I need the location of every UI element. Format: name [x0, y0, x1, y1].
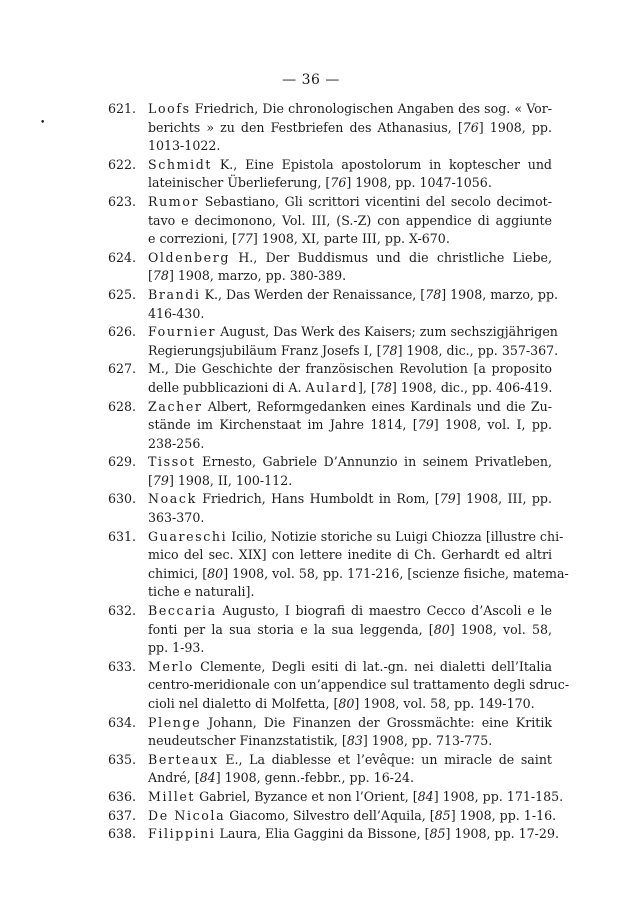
volume-ref: 78: [381, 342, 398, 358]
volume-ref: 85: [434, 807, 451, 823]
entry-number: 635.: [108, 751, 137, 767]
entry-text: M., Die Geschichte der französischen Revolution [a proposito: [148, 361, 552, 377]
entry-line: [148, 360, 552, 379]
entry-line: [148, 583, 552, 602]
page-number: — 36 —: [282, 72, 340, 88]
entry-line: [148, 658, 552, 677]
entry-number: 638.: [108, 826, 137, 842]
entry-text: ] 1908, marzo, pp. 380-389.: [168, 268, 347, 284]
entry-line: [148, 639, 552, 658]
entry-line: [148, 621, 552, 640]
entry-text: Johann, Die Finanzen der Grossmächte: eine Kritik: [201, 714, 552, 730]
entry-text: tiche e naturali].: [148, 584, 255, 600]
entry-number: 632.: [108, 603, 137, 619]
entry-text: Gabriel, Byzance et non l’Orient, [: [195, 788, 418, 804]
author-name: Millet: [148, 788, 196, 804]
entry-text: [: [148, 268, 153, 284]
entry-line: [148, 416, 552, 435]
entry-text: Friedrich, Die chronologischen Angaben des sog. « Vor-: [190, 101, 552, 116]
author-name: Fournier: [148, 324, 217, 340]
entry-line: [148, 751, 552, 770]
entry-text: ] 1908, pp. 713-775.: [362, 733, 493, 749]
entry-text: pp. 1-93.: [148, 640, 205, 656]
entry-text: Friedrich, Hans Humboldt in Rom, [: [196, 491, 440, 507]
entry-text: ] 1908, pp. 1-16.: [450, 807, 557, 823]
bibliography-entry: [108, 490, 552, 527]
volume-ref: 85: [429, 826, 446, 842]
entry-text: Regierungsjubiläum Franz Josefs I, [: [148, 342, 382, 358]
entry-line: [148, 807, 557, 826]
entry-line: [148, 788, 564, 807]
entry-line: [148, 714, 552, 733]
volume-ref: 79: [439, 491, 456, 507]
entry-number: 628.: [108, 398, 137, 414]
volume-ref: 77: [236, 231, 253, 247]
entry-line: [148, 509, 552, 528]
bibliography-entry: [108, 602, 552, 658]
bibliography-entry: [108, 193, 552, 249]
entry-text: e correzioni, [: [148, 231, 237, 247]
volume-ref: 76: [330, 175, 347, 191]
author-name: Oldenberg: [148, 249, 230, 265]
author-name: Noack: [148, 491, 197, 507]
entry-line: [148, 825, 559, 844]
entry-number: 625.: [108, 286, 137, 302]
entry-line: [148, 769, 552, 788]
entry-text: Sebastiano, Gli scrittori vicentini del secolo decimot-: [199, 193, 552, 209]
entry-text: ] 1908, vol. I, pp.: [433, 417, 553, 433]
entry-text: cioli nel dialetto di Molfetta, [: [148, 696, 339, 711]
author-name: Rumor: [148, 193, 200, 209]
volume-ref: 83: [346, 733, 363, 749]
bibliography-entry: [108, 249, 552, 286]
entry-line: [148, 695, 552, 714]
author-name: Tissot: [148, 454, 196, 470]
entry-text: ] 1908, III, pp.: [455, 491, 552, 507]
bibliography-entry: [108, 453, 552, 490]
entry-text: neudeutscher Finanzstatistik, [: [148, 733, 347, 749]
entry-line: [148, 267, 552, 286]
entry-number: 630.: [108, 491, 137, 507]
entry-text: Icilio, Notizie storiche su Luigi Chiozza [illustre chi-: [227, 528, 564, 544]
author-name: Beccaria: [148, 603, 217, 619]
entry-text: 1013-1022.: [148, 138, 221, 154]
entry-text: ] 1908, XI, parte III, pp. X-670.: [252, 231, 450, 247]
volume-ref: 84: [199, 770, 216, 786]
entry-text: mico del sec. XIX] con lettere inedite di Ch. Gerhardt ed altri: [148, 547, 552, 563]
bibliography-entry: [108, 825, 559, 844]
volume-ref: 78: [425, 286, 442, 302]
entry-text: ] 1908, genn.-febbr., pp. 16-24.: [215, 770, 414, 786]
entry-text: ] 1908, marzo, pp.: [441, 286, 559, 302]
author-name: Filippini: [148, 826, 216, 842]
bibliography-entry: [108, 658, 570, 714]
entry-text: tavo e decimonono, Vol. III, (S.-Z) con appendice di aggiunte: [148, 212, 552, 228]
entry-line: [148, 453, 552, 472]
bibliography-entry: [108, 788, 564, 807]
entry-number: 623.: [108, 193, 137, 209]
entry-number: 629.: [108, 454, 137, 470]
author-name: Plenge: [148, 714, 202, 730]
bibliography-entry: [108, 100, 552, 156]
entry-line: [148, 676, 570, 695]
entry-line: [148, 546, 552, 565]
entry-text: ] 1908, dic., pp. 357-367.: [397, 342, 559, 358]
entry-line: [148, 490, 552, 509]
entry-line: [148, 174, 552, 193]
volume-ref: 80: [207, 565, 224, 581]
entry-text: ] 1908, vol. 58,: [449, 621, 553, 637]
author-name: Loofs: [148, 101, 191, 116]
entry-text: fonti per la sua storia e la sua leggenda, [: [148, 621, 434, 637]
entry-line: [148, 249, 552, 268]
entry-line: [148, 602, 552, 621]
entry-text: ] 1908, vol. 58, pp. 171-216, [scienze fisiche, matema-: [223, 565, 569, 581]
entry-line: [148, 230, 552, 249]
entry-text: lateinischer Überlieferung, [: [148, 175, 331, 191]
bibliography-entry: [108, 323, 559, 360]
bibliography-entry: [108, 156, 552, 193]
entry-line: [148, 305, 552, 324]
entry-line: [148, 528, 564, 547]
entry-text: ] 1908, pp. 17-29.: [445, 826, 559, 842]
volume-ref: 79: [152, 472, 169, 488]
entry-text: Augusto, I biografi di maestro Cecco d’Ascoli e le: [216, 603, 552, 619]
entry-text: stände im Kirchenstaat im Jahre 1814, [: [148, 417, 418, 433]
entry-text: K., Das Werden der Renaissance, [: [200, 286, 426, 302]
author-name: Zacher: [148, 398, 203, 414]
entry-text: Ernesto, Gabriele D’Annunzio in seinem Privatleben,: [195, 454, 552, 470]
entry-text: ] 1908, pp. 1047-1056.: [346, 175, 492, 191]
bibliography-entry: [108, 286, 559, 323]
author-name: Berteaux: [148, 751, 219, 767]
entry-line: [148, 732, 552, 751]
entry-line: [148, 137, 552, 156]
entry-text: [: [148, 472, 153, 488]
bibliography-entry: [108, 398, 552, 454]
entry-line: [148, 156, 552, 175]
entry-number: 637.: [108, 807, 137, 823]
entry-line: [148, 100, 552, 119]
author-name: De Nicola: [148, 807, 226, 823]
entry-text: Laura, Elia Gaggini da Bissone, [: [215, 826, 430, 842]
bibliography-list: [108, 100, 570, 844]
entry-text: E., La diablesse et l’evêque: un miracle de saint: [218, 751, 552, 767]
entry-line: [148, 472, 552, 491]
entry-number: 631.: [108, 528, 137, 544]
entry-line: [148, 323, 558, 342]
volume-ref: 80: [433, 621, 450, 637]
entry-line: [148, 398, 552, 417]
bibliography-entry: [108, 751, 552, 788]
entry-number: 626.: [108, 324, 137, 340]
entry-text: delle pubblicazioni di A.: [148, 379, 306, 395]
volume-ref: 78: [152, 268, 169, 284]
volume-ref: 78: [375, 379, 392, 395]
entry-number: 624.: [108, 249, 137, 265]
entry-text: 238-256.: [148, 435, 205, 451]
bibliography-entry: [108, 528, 569, 602]
entry-text: chimici, [: [148, 565, 208, 581]
entry-line: [148, 193, 552, 212]
entry-number: 622.: [108, 156, 137, 172]
entry-line: [148, 435, 552, 454]
entry-line: [148, 286, 559, 305]
bibliography-entry: [108, 807, 557, 826]
entry-number: 627.: [108, 361, 137, 377]
volume-ref: 76: [462, 119, 479, 135]
entry-number: 633.: [108, 658, 137, 674]
entry-text: K., Eine Epistola apostolorum in koptescher und: [212, 156, 552, 172]
entry-text: ] 1908, dic., pp. 406-419.: [391, 379, 553, 395]
bibliography-entry: [108, 714, 552, 751]
author-name: Brandi: [148, 286, 201, 302]
entry-text: 363-370.: [148, 510, 205, 526]
bibliography-entry: [108, 360, 552, 397]
volume-ref: 80: [338, 696, 355, 711]
entry-text: Giacomo, Silvestro dell’Aquila, [: [225, 807, 435, 823]
entry-text: 416-430.: [148, 305, 205, 321]
entry-text: berichts » zu den Festbriefen des Athanasius, [: [148, 119, 463, 135]
entry-line: [148, 379, 552, 398]
entry-line: [148, 342, 559, 361]
margin-mark: •: [40, 118, 46, 128]
entry-text: ] 1908, II, 100-112.: [168, 472, 293, 488]
entry-line: [148, 119, 552, 138]
entry-number: 621.: [108, 101, 137, 116]
entry-text: ] 1908, pp.: [478, 119, 552, 135]
entry-number: 636.: [108, 788, 137, 804]
entry-text: August, Das Werk des Kaisers; zum sechszigjährigen: [216, 324, 558, 340]
author-name: Schmidt: [148, 156, 213, 172]
volume-ref: 79: [417, 417, 434, 433]
entry-text: Albert, Reformgedanken eines Kardinals und die Zu-: [202, 398, 552, 414]
entry-text: ], [: [357, 379, 376, 395]
author-name: Aulard: [305, 379, 358, 395]
entry-number: 634.: [108, 714, 137, 730]
entry-text: centro-meridionale con un’appendice sul trattamento degli sdruc-: [148, 677, 570, 693]
entry-text: ] 1908, pp. 171-185.: [433, 788, 564, 804]
entry-text: André, [: [148, 770, 200, 786]
volume-ref: 84: [417, 788, 434, 804]
author-name: Merlo: [148, 658, 194, 674]
entry-line: [148, 212, 552, 231]
author-name: Guareschi: [148, 528, 228, 544]
entry-text: Clemente, Degli esiti di lat.-gn. nei dialetti dell’Italia: [193, 658, 552, 674]
entry-line: [148, 565, 569, 584]
entry-text: ] 1908, vol. 58, pp. 149-170.: [354, 696, 535, 711]
entry-text: H., Der Buddismus und die christliche Liebe,: [229, 249, 552, 265]
